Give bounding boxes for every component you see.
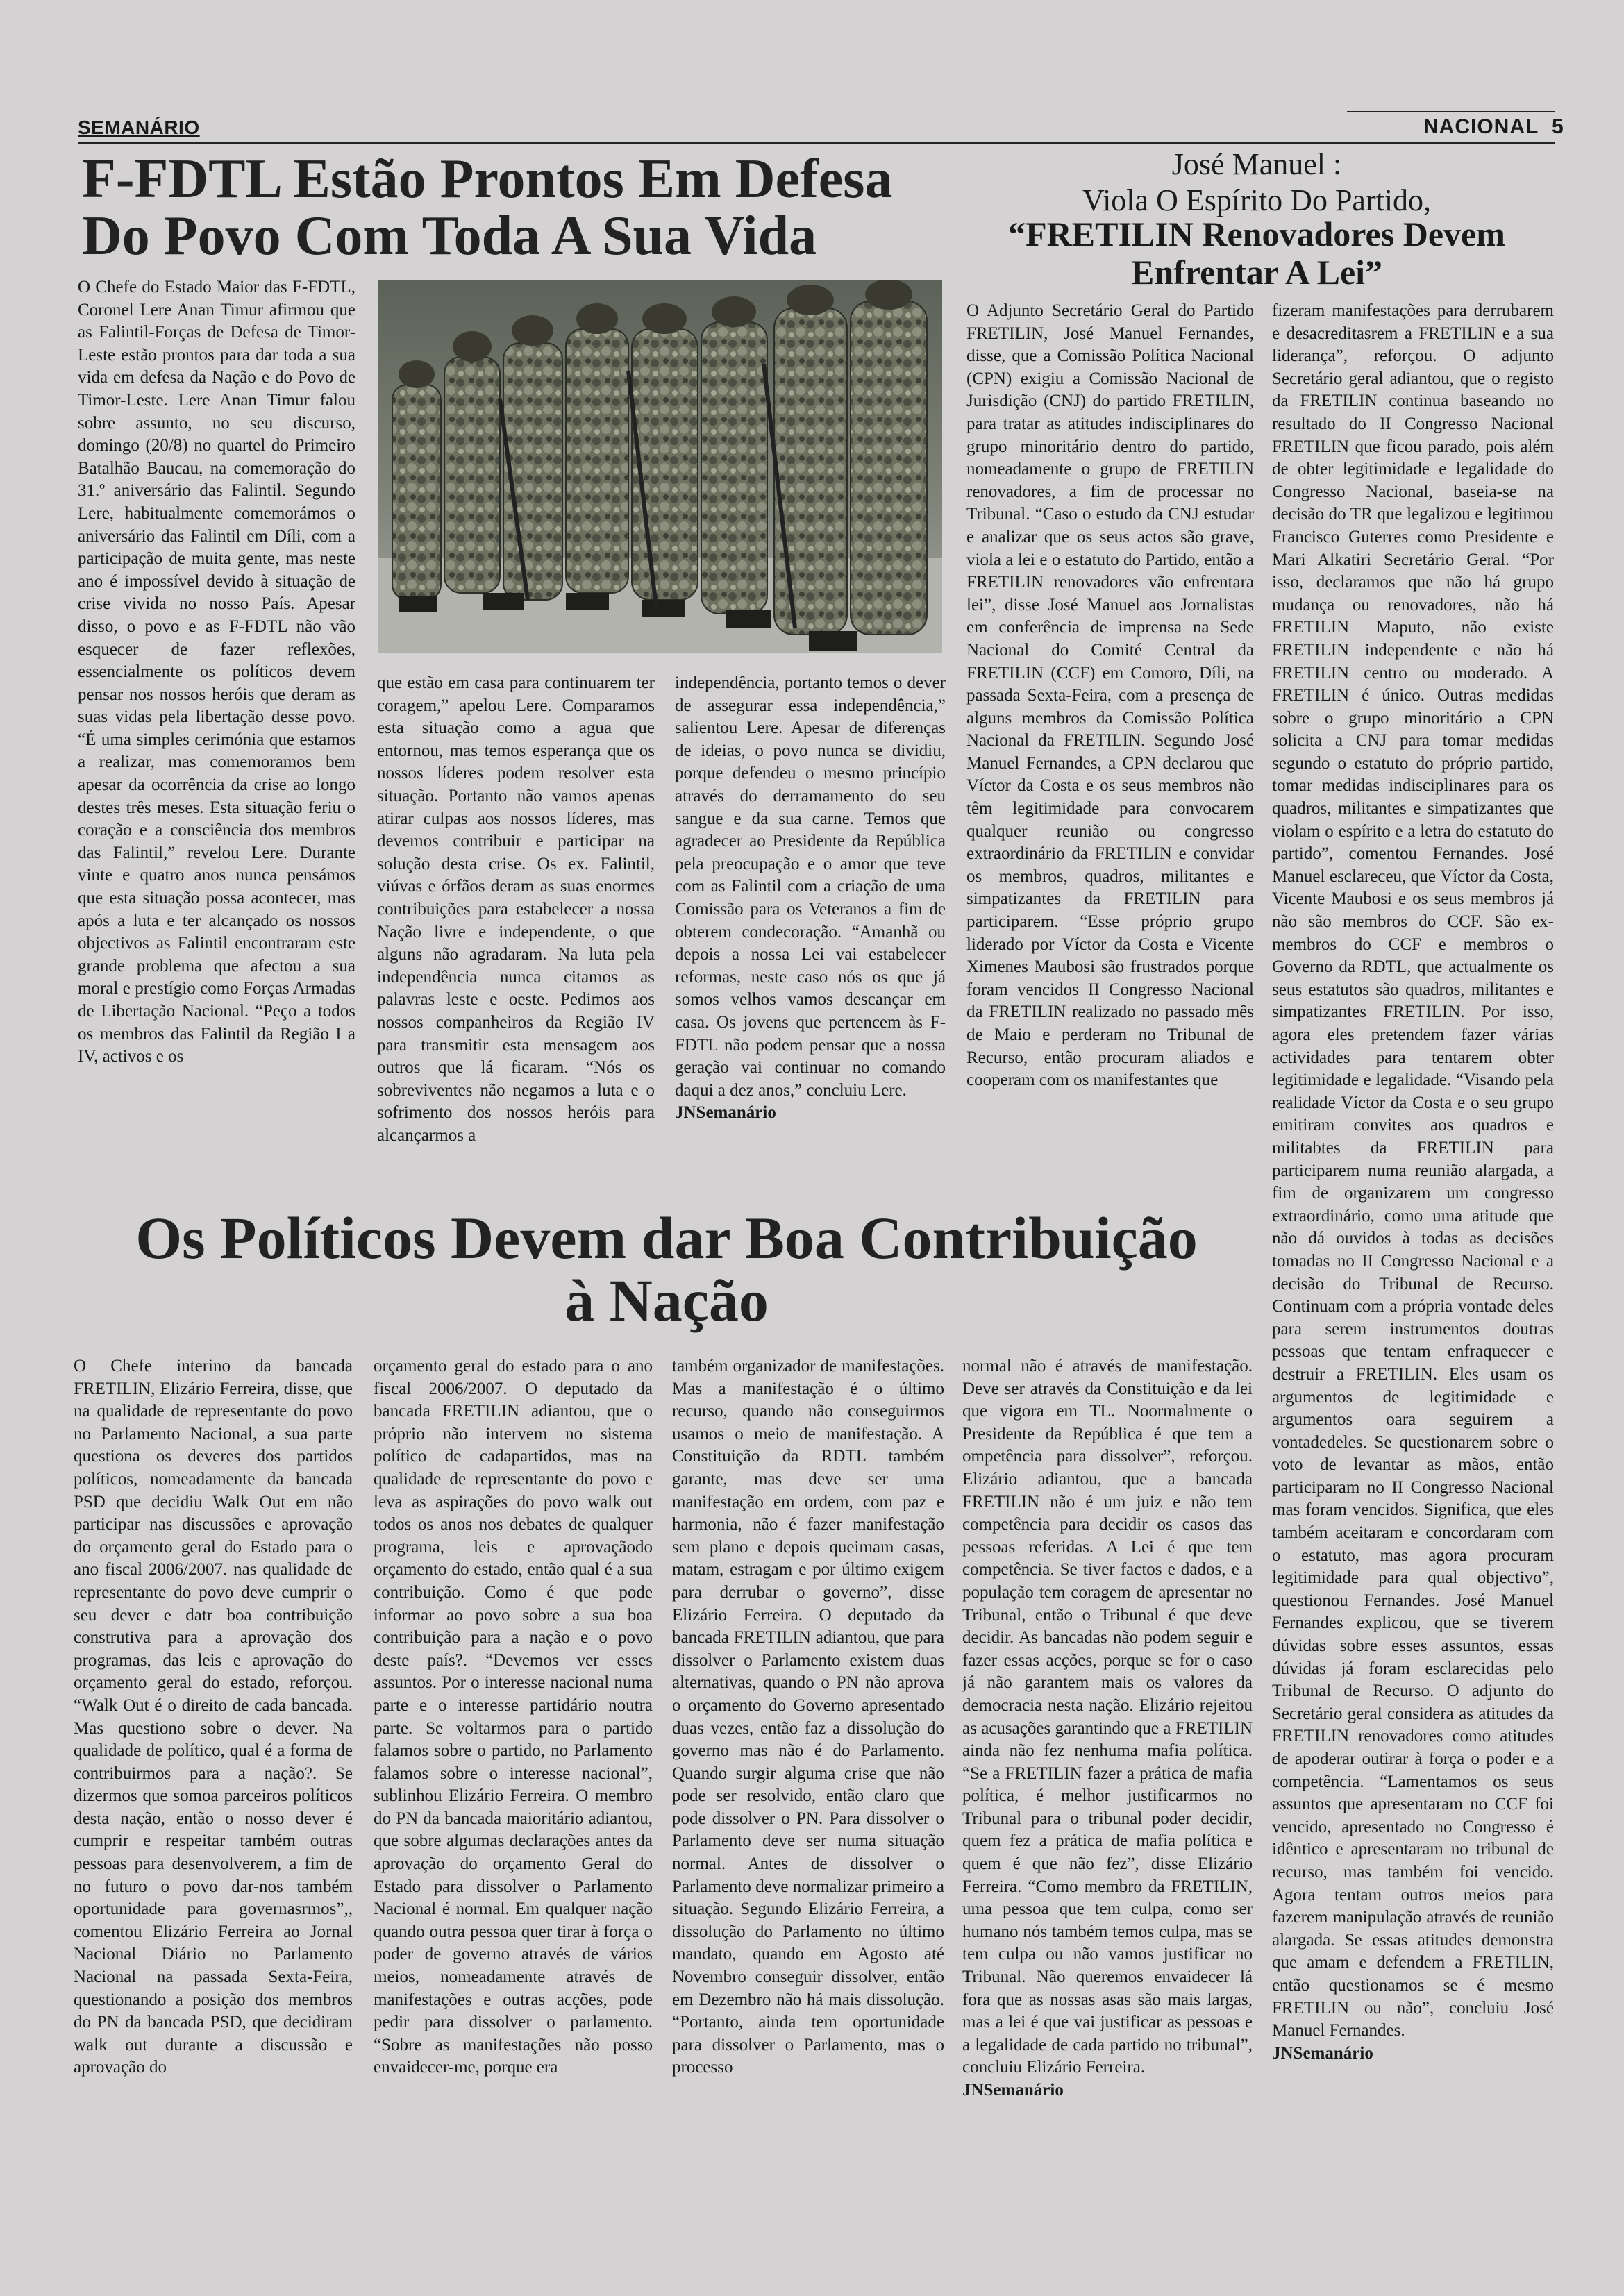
article3-col4-text: normal não é através de manifestação. Deve ser através da Constituição e da lei que vigora em TL. Noormalmente o Presidente da República é que tem a ompetência para dissolver”, reforçou. Elizário adiantou, que a bancada FRETILIN não é um juiz e não tem competência para decidir os casos das pessoas referidas. A Lei é que tem competência. Se tiver factos e dados, e a população tem coragem de apresentar no Tribunal, então o Tribunal é que deve decidir. As bancadas não podem seguir e fazer essas acções, porque se for o caso já não garantem mais os valores da democracia nesta nação. Elizário rejeitou as acusações garantindo que a FRETILIN ainda não fez nenhuma mafia política. “Se a FRETILIN fazer a prática de mafia política, é melhor justificarmos no Tribunal para o tribunal poder decidir, quem fez a prática de mafia política e quem é que não fez”, disse Elizário Ferreira. “Como membro da FRETILIN, uma pessoa que tem culpa, como ser humano nós também temos culpa, mas se tem culpa ou não vamos justificar no Tribunal. Não queremos envaidecer lá fora que as nossas asas são mais largas, mas a lei é que vai justificar as pessoas e a legalidade de cada partido no tribunal”, concluiu Elizário Ferreira. xyxy=(962,1357,1253,2077)
article1-signature: JNSemanário xyxy=(675,1103,776,1123)
soldiers-parade-photo xyxy=(378,280,942,653)
article1-col2-text: que estão em casa para continuarem ter coragem,” apelou Lere. Comparamos esta situação como a agua que entornou, mas temos esperança que os nossos líderes podem resolver esta situação. Portanto não vamos apenas atirar culpas aos nossos líderes, mas devemos contribuir e participar na solução desta crise. Os ex. Falintil, viúvas e órfãos deram as suas enormes contribuições para estabelecer a nossa Nação livre e independente, o que alguns não agradaram. Na luta pela independência nunca citamos as palavras leste e oeste. Pedimos aos nossos companheiros da Região IV para transmitir esta mensagem aos outros que lá ficaram. “Nós os sobreviventes não negamos a luta e o sofrimento dos nossos heróis para alcançarmos a xyxy=(377,673,655,1145)
photo-image xyxy=(378,280,942,653)
article3-col2-text: orçamento geral do estado para o ano fiscal 2006/2007. O deputado da bancada FRETILIN adiantou, que o próprio não intervem no sistema político de cadapartidos, mas na qualidade de representante do povo e leva as aspirações do povo walk out todos os anos nos debates de qualquer programa, leis e aprovaçãodo orçamento do estado, então qual é a sua contribuição. Como é que pode informar ao povo sobre a sua boa contribuição para a nação e o povo deste país?. “Devemos ver esses assuntos. Por o interesse nacional numa parte e o interesse partidário noutra parte. Se voltarmos para o partido falamos sobre o partido, no Parlamento falamos sobre o interesse nacional”, sublinhou Elizário Ferreira. O membro do PN da bancada maioritário adiantou, que sobre algumas declarações antes da aprovação do orçamento Geral do Estado para dissolver o Parlamento Nacional é normal. Em qualquer nação quando outra pessoa quer tirar à força o poder de governo através de vários meios, nomeadamente através de manifestações e outras acções, pode pedir para dissolver o parlamento. “Sobre as manifestações não posso envaidecer-me, porque era xyxy=(374,1357,653,2077)
article3-column-3 xyxy=(672,1355,944,2216)
section-name: NACIONAL xyxy=(1423,115,1539,138)
article1-col3-text: independência, portanto temos o dever de assegurar essa independência,” salientou Lere. Apesar de diferenças de ideias, o povo nunca se dividiu, porque defendeu o mesmo princípio através do derramamento do seu sangue e da sua carne. Temos que agradecer ao Presidente da República pela preocupação e o amor que teve com as Falintil com a criação de uma Comissão para os Veteranos a fim de obterem condecoração. “Amanhã ou depois a nossa Lei vai estabelecer reformas, neste caso nós os que já somos velhos vamos descançar em casa. Os jovens que pertencem às F-FDTL não podem pensar que a nossa geração vai continuar no comando daqui a dez anos,” concluiu Lere. xyxy=(675,673,946,1100)
header-rule-short xyxy=(1347,111,1555,112)
article2-headline-line1: José Manuel : xyxy=(1171,147,1342,181)
article1-headline-line1: F-FDTL Estão Prontos Em Defesa xyxy=(82,149,893,210)
page-number: 5 xyxy=(1552,115,1564,138)
article2-headline-line2: Viola O Espírito Do Partido, xyxy=(1082,183,1432,217)
article1-column-2 xyxy=(377,672,655,1200)
article2-signature: JNSemanário xyxy=(1272,2043,1373,2063)
article1-headline xyxy=(82,151,957,265)
article3-column-4 xyxy=(962,1355,1253,2216)
publication-name: SEMANÁRIO xyxy=(78,117,200,138)
article1-headline-line2: Do Povo Com Toda A Sua Vida xyxy=(82,205,817,267)
article3-headline-line2: à Nação xyxy=(564,1267,769,1334)
article3-column-2 xyxy=(374,1355,653,2216)
section-label xyxy=(1423,115,1564,139)
article1-column-1 xyxy=(78,276,355,1200)
article2-headline-line3: “FRETILIN Renovadores Devem Enfrentar A Lei” xyxy=(1008,215,1505,292)
header-rule xyxy=(78,142,1555,144)
article3-col3-text: também organizador de manifestações. Mas a manifestação é o último recurso, quando não conseguirmos usamos o meio de manifestação. A Constituição da RDTL também garante, mas deve ser uma manifestação em ordem, com paz e harmonia, não é fazer manifestação sem plano e depois queimam casas, matam, estragam e por último exigem para derrubar o governo”, disse Elizário Ferreira. O deputado da bancada FRETILIN adiantou, que para dissolver o Parlamento existem duas alternativas, quando o PN não aprova o orçamento do Governo apresentado duas vezes, então faz a dissolução do governo mas não é do Parlamento. Quando surgir alguma crise que não pode ser resolvido, então claro que pode dissolver o PN. Para dissolver o Parlamento deve ser numa situação normal. Antes de dissolver o Parlamento deve normalizar primeiro a situação. Segundo Elizário Ferreira, a dissolução do Parlamento no último mandato, quando em Agosto até Novembro conseguir dissolver, então em Dezembro não há mais dissolução. “Portanto, ainda tem oportunidade para dissolver o Parlamento, mas o processo xyxy=(672,1357,944,2077)
article2-col1-text: O Adjunto Secretário Geral do Partido FRETILIN, José Manuel Fernandes, disse, que a Comissão Política Nacional (CPN) exigiu a Comissão Nacional de Jurisdição (CNJ) do partido FRETILIN, para tratar as atitudes indisciplinares do grupo minoritário dentro do partido, nomeadamente o grupo de FRETILIN renovadores, a fim de processar no Tribunal. “Caso o estudo da CNJ estudar e analizar que os seus actos são grave, viola a lei e o estatuto do Partido, então a FRETILIN renovadores vão enfrentara lei”, disse José Manuel aos Jornalistas em conferência de imprensa na Sede Nacional do Comité Central da FRETILIN (CCF) em Comoro, Díli, na passada Sexta-Feira, com a presença de alguns membros da Comissão Política Nacional da FRETILIN. Segundo José Manuel Fernandes, a CPN declarou que Víctor da Costa e os seus membros não têm legitimidade para convocarem qualquer reunião ou congresso extraordinário da FRETILIN e convidar os membros, quadros, militantes e simpatizantes da FRETILIN para participarem. “Esse próprio grupo liderado por Víctor da Costa e Vicente Ximenes Maubosi são frustrados porque foram vencidos II Congresso Nacional da FRETILIN realizado no passado mês de Maio e perderam no Tribunal de Recurso, então procuram aliados e cooperam com os manifestantes que xyxy=(966,301,1254,1090)
article1-column-3 xyxy=(675,672,946,1200)
article1-col1-text: O Chefe do Estado Maior das F-FDTL, Coronel Lere Anan Timur afirmou que as Falintil-Forças de Defesa de Timor-Leste estão prontos para dar toda a sua vida em defesa da Nação e do Povo de Timor-Leste. Lere Anan Timur falou sobre assunto, no seu discurso, domingo (20/8) no quartel do Primeiro Batalhão Baucau, na comemoração do 31.º aniversário das Falintil. Segundo Lere, habitualmente comemorámos o aniversário das Falintil em Díli, com a participação de muita gente, mas neste ano é impossível devido à situação de crise vivida no nosso País. Apesar disso, o povo e as F-FDTL não vão esquecer de fazer reflexões, essencialmente os políticos devem pensar nos nossos heróis que deram as suas vidas pela libertação desse povo. “É uma simples cerimónia que estamos a realizar, mas comemoramos bem apesar da ocorrência da crise ao longo destes três meses. Esta situação feriu o coração e a consciência dos membros das Falintil,” revelou Lere. Durante vinte e quatro anos nunca pensámos que esta situação possa acontecer, mas após a luta e ter alcançado os nossos objectivos as Falintil encontraram este grande problema que afectou a sua moral e prestígio como Forças Armadas de Libertação Nacional. “Peço a todos os membros das Falintil da Região I a IV, activos e os xyxy=(78,278,355,1066)
article2-column-2 xyxy=(1272,300,1554,2223)
article3-column-1 xyxy=(74,1355,353,2216)
article2-column-1 xyxy=(966,300,1254,1201)
article3-headline-line1: Os Políticos Devem dar Boa Contribuição xyxy=(135,1205,1198,1271)
article3-headline xyxy=(76,1207,1257,1332)
article3-signature: JNSemanário xyxy=(962,2081,1064,2100)
article2-col2-text: fizeram manifestações para derrubarem e desacreditasrem a FRETILIN e a sua liderança”, reforçou. O adjunto Secretário geral adiantou, que o registo da FRETILIN continua baseando no resultado do II Congresso Nacional FRETILIN que ficou parado, pois além de obter legitimidade e legalidade do Congresso Nacional, baseia-se na decisão do TR que legalizou e legitimou Francisco Guterres como Presidente e Mari Alkatiri Secretário Geral. “Por isso, declaramos que não há grupo mudança ou renovadores, não há FRETILIN Maputo, não existe FRETILIN independente e não há FRETILIN centro ou moderado. A FRETILIN é único. Outras medidas sobre o grupo minoritário a CPN solicita a CNJ para tomar medidas segundo o estatuto do próprio partido, tomar medidas indisciplinares para os quadros, militantes e simpatizantes que violam o espírito e a letra do estatuto do partido”, comentou Fernandes. José Manuel esclareceu, que Víctor da Costa, Vicente Maubosi e os seus membros já não são membros do CCF. São ex-membros do CCF e membros o Governo da RDTL, que actualmente os seus estatutos são quadros, militantes e simpatizantes FRETILIN. Por isso, agora eles pretendem fazer várias actividades para tentarem obter legitimidade e legalidade. “Visando pela realidade Víctor da Costa e o seu grupo emitiram convites aos quadros e militabtes da FRETILIN para participarem numa reunião alargada, a fim de organizarem um congresso extraordinário, como uma atitude que não dá ouvidos à todas as decisões tomadas no II Congresso Nacional e a decisão do Tribunal de Recurso. Continuam com a própria vontade deles para serem instrumentos doutras pessoas que tentam enfraquecer e destruir a FRETILIN. Eles usam os argumentos de legitimidade e argumentos oara seguirem a vontadedeles. Se questionarem sobre o voto de levantar as mãos, então participaram no II Congresso Nacional mas foram vencidos. Significa, que eles também aceitaram e concordaram com o estatuto, mas agora procuram legitimidade para qual objectivo”, questionou Fernandes. José Manuel Fernandes explicou, que se tiverem dúvidas sobre esses assuntos, essas dúvidas já foram esclarecidas pelo Tribunal de Recurso. O adjunto do Secretário geral considera as atitudes da FRETILIN renovadores como atitudes de apoderar outirar à força o poder e a competência. “Lamentamos os seus assuntos que apresentaram no CCF foi vencido, apresentado no Congresso é idêntico e apresentaram no tribunal de recurso, mas também foi vencido. Agora tentam outros meios para fazerem manipulação através de reunião alargada. Se essas atitudes demonstra que amam e defendem a FRETILIN, então questionamos se é mesmo FRETILIN ou não”, concluiu José Manuel Fernandes. xyxy=(1272,301,1554,2041)
article3-col1-text: O Chefe interino da bancada FRETILIN, Elizário Ferreira, disse, que na qualidade de representante do povo no Parlamento Nacional, a sua parte questiona os deveres dos partidos políticos, nomeadamente da bancada PSD que decidiu Walk Out em não participar nas discussões e aprovação do orçamento geral do Estado para o ano fiscal 2006/2007. nas qualidade de representante do povo deve cumprir o seu dever e datr boa contribuição construtiva para a aprovação dos programas, das leis e aprovação do orçamento geral do estado, reforçou. “Walk Out é o direito de cada bancada. Mas questiono sobre o dever. Na qualidade de político, qual é a forma de contribuirmos para a nação?. Se dizermos que somoa parceiros políticos desta nação, então o nosso dever é cumprir e respeitar também outras pessoas para desenvolverem, a fim de no futuro o povo dar-nos também oportunidade para governasrmos”,, comentou Elizário Ferreira ao Jornal Nacional Diário no Parlamento Nacional na passada Sexta-Feira, questionando a posição dos membros do PN da bancada PSD, que decidiram walk out durante a discussão e aprovação do xyxy=(74,1357,353,2077)
